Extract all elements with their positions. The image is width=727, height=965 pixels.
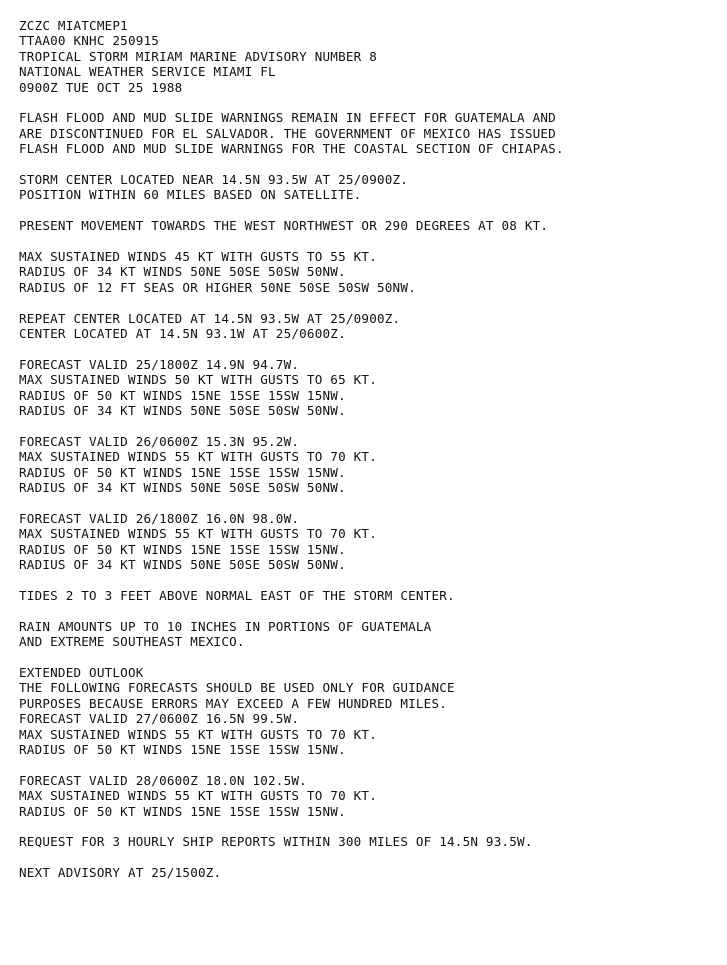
advisory-paragraph xyxy=(19,588,564,603)
advisory-line: PRESENT MOVEMENT TOWARDS THE WEST NORTHWEST OR 290 DEGREES AT 08 KT. xyxy=(19,218,549,234)
advisory-line: EXTENDED OUTLOOK xyxy=(19,664,144,680)
advisory-line: RAIN AMOUNTS UP TO 10 INCHES IN PORTIONS OF GUATEMALA xyxy=(19,618,432,634)
advisory-line: RADIUS OF 50 KT WINDS 15NE 15SE 15SW 15NW. xyxy=(19,541,346,557)
advisory-paragraph xyxy=(19,773,564,819)
advisory-line: ARE DISCONTINUED FOR EL SALVADOR. THE GOVERNMENT OF MEXICO HAS ISSUED xyxy=(19,125,556,141)
advisory-line: POSITION WITHIN 60 MILES BASED ON SATELLITE. xyxy=(19,187,362,203)
advisory-line: RADIUS OF 34 KT WINDS 50NE 50SE 50SW 50NW. xyxy=(19,557,346,573)
advisory-line: CENTER LOCATED AT 14.5N 93.1W AT 25/0600Z. xyxy=(19,326,346,342)
advisory-line: MAX SUSTAINED WINDS 50 KT WITH GUSTS TO 65 KT. xyxy=(19,372,377,388)
advisory-line: RADIUS OF 12 FT SEAS OR HIGHER 50NE 50SE 50SW 50NW. xyxy=(19,279,416,295)
advisory-line: STORM CENTER LOCATED NEAR 14.5N 93.5W AT 25/0900Z. xyxy=(19,172,409,188)
advisory-line: TROPICAL STORM MIRIAM MARINE ADVISORY NUMBER 8 xyxy=(19,48,377,64)
advisory-line: RADIUS OF 34 KT WINDS 50NE 50SE 50SW 50NW. xyxy=(19,403,346,419)
advisory-document xyxy=(19,18,564,896)
advisory-line: RADIUS OF 50 KT WINDS 15NE 15SE 15SW 15NW. xyxy=(19,464,346,480)
advisory-line: AND EXTREME SOUTHEAST MEXICO. xyxy=(19,634,245,650)
advisory-line: RADIUS OF 50 KT WINDS 15NE 15SE 15SW 15NW. xyxy=(19,803,346,819)
advisory-paragraph xyxy=(19,249,564,295)
advisory-line: FLASH FLOOD AND MUD SLIDE WARNINGS REMAIN IN EFFECT FOR GUATEMALA AND xyxy=(19,110,556,126)
advisory-line: THE FOLLOWING FORECASTS SHOULD BE USED ONLY FOR GUIDANCE xyxy=(19,680,455,696)
advisory-paragraph xyxy=(19,511,564,573)
advisory-line: FLASH FLOOD AND MUD SLIDE WARNINGS FOR THE COASTAL SECTION OF CHIAPAS. xyxy=(19,141,564,157)
advisory-line: REPEAT CENTER LOCATED AT 14.5N 93.5W AT 25/0900Z. xyxy=(19,310,401,326)
advisory-line: ZCZC MIATCMEP1 xyxy=(19,18,128,33)
advisory-paragraph xyxy=(19,834,564,849)
advisory-line: TIDES 2 TO 3 FEET ABOVE NORMAL EAST OF THE STORM CENTER. xyxy=(19,587,455,603)
advisory-line: FORECAST VALID 26/0600Z 15.3N 95.2W. xyxy=(19,433,300,449)
advisory-line: TTAA00 KNHC 250915 xyxy=(19,33,160,49)
advisory-line: RADIUS OF 34 KT WINDS 50NE 50SE 50SW 50NW. xyxy=(19,264,346,280)
advisory-paragraph xyxy=(19,218,564,233)
advisory-paragraph xyxy=(19,665,564,757)
advisory-line: FORECAST VALID 25/1800Z 14.9N 94.7W. xyxy=(19,356,300,372)
advisory-paragraph xyxy=(19,357,564,419)
advisory-paragraph xyxy=(19,311,564,342)
advisory-line: FORECAST VALID 28/0600Z 18.0N 102.5W. xyxy=(19,772,307,788)
advisory-line: REQUEST FOR 3 HOURLY SHIP REPORTS WITHIN 300 MILES OF 14.5N 93.5W. xyxy=(19,834,533,850)
advisory-paragraph xyxy=(19,619,564,650)
advisory-line: PURPOSES BECAUSE ERRORS MAY EXCEED A FEW HUNDRED MILES. xyxy=(19,695,448,711)
advisory-line: 0900Z TUE OCT 25 1988 xyxy=(19,79,183,95)
advisory-line: RADIUS OF 50 KT WINDS 15NE 15SE 15SW 15NW. xyxy=(19,387,346,403)
advisory-line: NATIONAL WEATHER SERVICE MIAMI FL xyxy=(19,64,276,80)
advisory-line: FORECAST VALID 26/1800Z 16.0N 98.0W. xyxy=(19,510,300,526)
advisory-paragraph xyxy=(19,865,564,880)
advisory-paragraph xyxy=(19,172,564,203)
advisory-line: NEXT ADVISORY AT 25/1500Z. xyxy=(19,865,222,881)
advisory-paragraph xyxy=(19,18,564,95)
advisory-line: MAX SUSTAINED WINDS 55 KT WITH GUSTS TO 70 KT. xyxy=(19,449,377,465)
advisory-line: FORECAST VALID 27/0600Z 16.5N 99.5W. xyxy=(19,711,300,727)
advisory-line: MAX SUSTAINED WINDS 55 KT WITH GUSTS TO 70 KT. xyxy=(19,788,377,804)
advisory-paragraph xyxy=(19,110,564,156)
advisory-line: RADIUS OF 50 KT WINDS 15NE 15SE 15SW 15NW. xyxy=(19,741,346,757)
advisory-paragraph xyxy=(19,434,564,496)
advisory-line: MAX SUSTAINED WINDS 55 KT WITH GUSTS TO 70 KT. xyxy=(19,726,377,742)
advisory-line: RADIUS OF 34 KT WINDS 50NE 50SE 50SW 50NW. xyxy=(19,480,346,496)
advisory-line: MAX SUSTAINED WINDS 55 KT WITH GUSTS TO 70 KT. xyxy=(19,526,377,542)
advisory-line: MAX SUSTAINED WINDS 45 KT WITH GUSTS TO 55 KT. xyxy=(19,249,377,265)
